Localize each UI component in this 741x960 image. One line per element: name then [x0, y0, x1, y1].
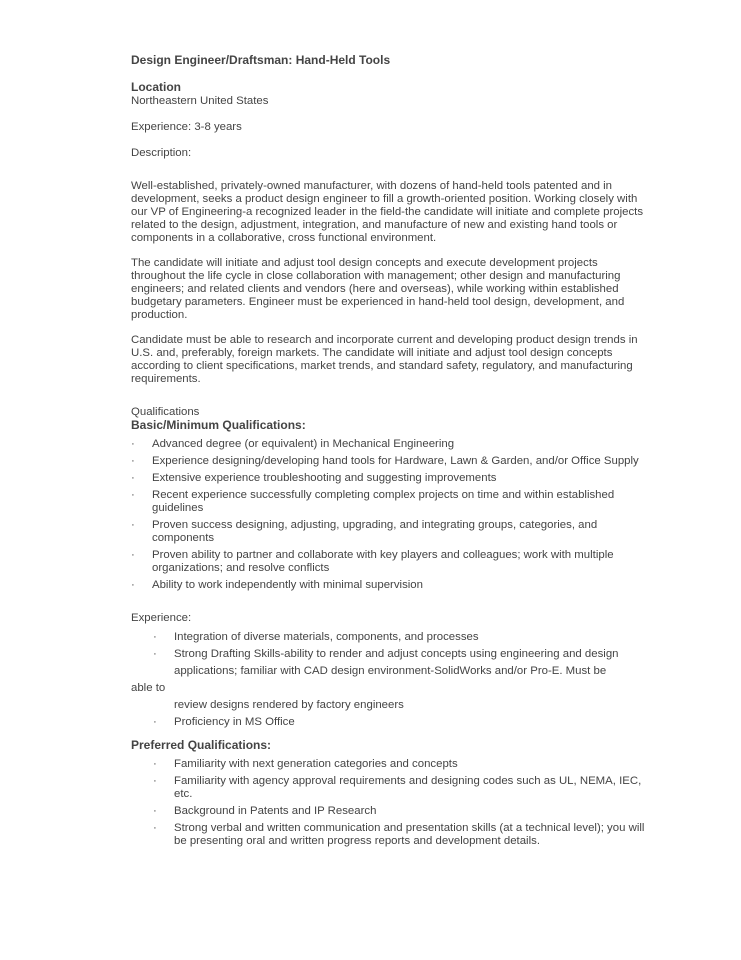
bullet-icon: ·: [153, 631, 157, 643]
location-heading: Location: [131, 80, 181, 94]
list-item: [131, 519, 651, 545]
list-item-text: Strong verbal and written communication and presentation skills (at a technical level); you will be presenting oral and written progress reports and development details.: [174, 822, 645, 847]
experience-list: [131, 631, 651, 661]
list-item: [131, 775, 651, 801]
bullet-icon: ·: [153, 805, 157, 817]
list-item: [131, 438, 651, 451]
job-title: Design Engineer/Draftsman: Hand-Held Tools: [131, 53, 391, 67]
list-item-text: Strong Drafting Skills-ability to render and adjust concepts using engineering and design: [174, 648, 619, 660]
bullet-icon: ·: [131, 579, 135, 591]
list-item-text: Proven ability to partner and collaborate with key players and colleagues; work with multiple organizations; and resolve conflicts: [152, 549, 614, 574]
description-label: Description:: [131, 147, 192, 159]
preferred-qualifications-heading: Preferred Qualifications:: [131, 738, 272, 752]
list-item: [131, 822, 651, 848]
continuation-line: review designs rendered by factory engineers: [174, 699, 404, 711]
continuation-line: applications; familiar with CAD design environment-SolidWorks and/or Pro-E. Must be: [174, 665, 607, 677]
experience-list-continued: [131, 716, 651, 729]
list-item: [131, 489, 651, 515]
bullet-icon: ·: [131, 438, 135, 450]
list-item-text: Recent experience successfully completing complex projects on time and within established guidelines: [152, 489, 615, 514]
list-item: [131, 648, 651, 661]
bullet-icon: ·: [131, 549, 135, 561]
bullet-icon: ·: [153, 758, 157, 770]
list-item-text: Familiarity with agency approval requirements and designing codes such as UL, NEMA, IEC, etc.: [174, 775, 642, 800]
list-item-continuation: [131, 665, 651, 678]
bullet-icon: ·: [131, 519, 135, 531]
list-item-text: Experience designing/developing hand tools for Hardware, Lawn & Garden, and/or Office Supply: [152, 455, 639, 467]
list-item-text: Advanced degree (or equivalent) in Mechanical Engineering: [152, 438, 455, 450]
list-item-text: Background in Patents and IP Research: [174, 805, 377, 817]
list-item-text: Proven success designing, adjusting, upgrading, and integrating groups, categories, and components: [152, 519, 598, 544]
qualifications-label: Qualifications: [131, 406, 200, 418]
bullet-icon: ·: [153, 822, 157, 834]
description-paragraph-1: Well-established, privately-owned manufacturer, with dozens of hand-held tools patented and in development, seeks a product design engineer to fill a growth-oriented position. Working closely with our VP of Engineering-a recognized leader in the field-the candidate will initiate and complete projects related to the design, adjustment, integration, and manufacture of new and existing hand tools or components in a collaborative, cross functional environment.: [131, 180, 644, 244]
list-item: [131, 549, 651, 575]
bullet-icon: ·: [131, 472, 135, 484]
list-item: [131, 631, 651, 644]
experience-years: Experience: 3-8 years: [131, 121, 242, 133]
list-item-text: Integration of diverse materials, components, and processes: [174, 631, 479, 643]
bullet-icon: ·: [131, 489, 135, 501]
bullet-icon: ·: [153, 775, 157, 787]
list-item: [131, 805, 651, 818]
list-item: [131, 758, 651, 771]
description-paragraph-2: The candidate will initiate and adjust tool design concepts and execute development projects throughout the life cycle in close collaboration with management; other design and manufacturing engineers; and related clients and vendors (here and overseas), while working within established budgetary parameters. Engineer must be experienced in hand-held tool design, development, and production.: [131, 257, 625, 321]
list-item-text: Familiarity with next generation categories and concepts: [174, 758, 458, 770]
bullet-icon: ·: [131, 455, 135, 467]
document-page: [131, 52, 651, 852]
list-item: [131, 472, 651, 485]
location-value: Northeastern United States: [131, 95, 269, 107]
basic-qualifications-list: [131, 438, 651, 592]
list-item: [131, 579, 651, 592]
list-item-text: Extensive experience troubleshooting and suggesting improvements: [152, 472, 497, 484]
experience-label: Experience:: [131, 612, 192, 624]
list-item: [131, 716, 651, 729]
continuation-line: able to: [131, 682, 166, 694]
preferred-qualifications-list: [131, 758, 651, 848]
list-item-text: Ability to work independently with minimal supervision: [152, 579, 423, 591]
list-item: [131, 455, 651, 468]
list-item-text: Proficiency in MS Office: [174, 716, 295, 728]
basic-qualifications-heading: Basic/Minimum Qualifications:: [131, 418, 306, 432]
bullet-icon: ·: [153, 648, 157, 660]
description-paragraph-3: Candidate must be able to research and incorporate current and developing product design trends in U.S. and, preferably, foreign markets. The candidate will initiate and adjust tool design concepts according to client specifications, market trends, and standard safety, regulatory, and manufacturing requirements.: [131, 334, 638, 385]
bullet-icon: ·: [153, 716, 157, 728]
